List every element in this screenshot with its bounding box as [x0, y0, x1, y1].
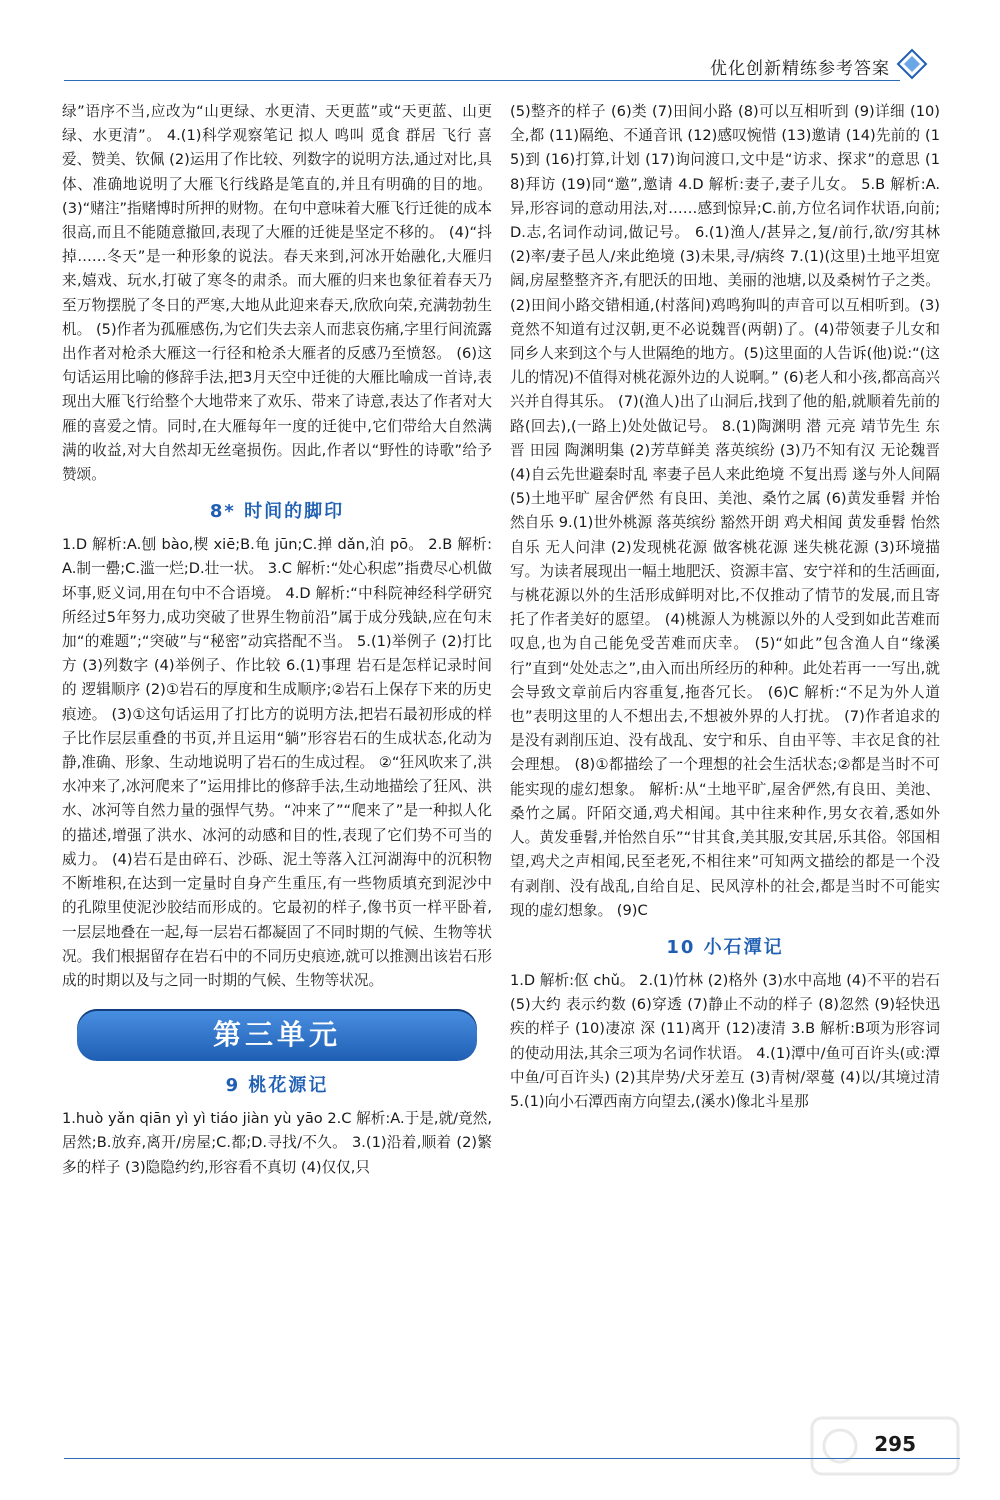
answer-paragraph: 1.huò yǎn qiān yì yì tiáo jiàn yù yāo 2.C 解析:A.于是,就/竟然,居然;B.放弃,离开/房屋;C.都;D.寻找/不久。 3.(1)沿着,顺着 (2)繁多的样子 (3)隐隐约约,形容看不真切 (4)仅仅,只: [62, 1110, 492, 1176]
section-title-8: 8* 时间的脚印: [209, 501, 345, 523]
left-column: [62, 100, 492, 1180]
answer-paragraph: (5)整齐的样子 (6)类 (7)田间小路 (8)可以互相听到 (9)详细 (10)全,都 (11)隔绝、不通音讯 (12)感叹惋惜 (13)邀请 (14)先前的 (15)到 (16)打算,计划 (17)询问渡口,文中是“访求、探求”的意思 (18)拜访 (19)同“邀”,邀请 4.D 解析:妻子,妻子儿女。 5.B 解析:A.异,形容词的意动用法,对……感到惊异;C.前,方位名词作状语,向前;D.志,名词作动词,做记号。 6.(1)渔人/甚异之,复/前行,欲/穷其林 (2)率/妻子邑人/来此绝境 (3)未果,寻/病终 7.(1)(这里)土地平坦宽阔,房屋整整齐齐,有肥沃的田地、美丽的池塘,以及桑树竹子之类。 (2)田间小路交错相通,(村落间)鸡鸣狗叫的声音可以互相听到。(3)竟然不知道有过汉朝,更不必说魏晋(两朝)了。(4)带领妻子儿女和同乡人来到这个与人世隔绝的地方。(5)这里面的人告诉(他)说:“(这儿的情况)不值得对桃花源外边的人说啊。” (6)老人和小孩,都高高兴兴并自得其乐。 (7)(渔人)出了山洞后,找到了他的船,就顺着先前的路(回去),(一路上)处处做记号。 8.(1)陶渊明 潜 元亮 靖节先生 东晋 田园 陶渊明集 (2)芳草鲜美 落英缤纷 (3)乃不知有汉 无论魏晋 (4)自云先世避秦时乱 率妻子邑人来此绝境 不复出焉 遂与外人间隔 (5)土地平旷 屋舍俨然 有良田、美池、桑竹之属 (6)黄发垂髫 并怡然自乐 9.(1)世外桃源 落英缤纷 豁然开朗 鸡犬相闻 黄发垂髫 怡然自乐 无人问津 (2)发现桃花源 做客桃花源 迷失桃花源 (3)环境描写。为读者展现出一幅土地肥沃、资源丰富、安宁祥和的生活画面,与桃花源以外的生活形成鲜明对比,不仅推动了情节的发展,而且寄托了作者美好的愿望。 (4)桃源人为桃源以外的人受到如此苦难而叹息,也为自己能免受苦难而庆幸。 (5)“如此”包含渔人自“缘溪行”直到“处处志之”,由入而出所经历的种种。此处若再一一写出,就会导致文章前后内容重复,拖沓冗长。 (6)C 解析:“不足为外人道也”表明这里的人不想出去,不想被外界的人打扰。 (7)作者追求的是没有剥削压迫、没有战乱、安宁和乐、自由平等、丰衣足食的社会理想。 (8)①都描绘了一个理想的社会生活状态;②都是当时不可能实现的虚幻想象。 解析:从“土地平旷,屋舍俨然,有良田、美池、桑竹之属。阡陌交通,鸡犬相闻。其中往来种作,男女衣着,悉如外人。黄发垂髫,并怡然自乐”“甘其食,美其服,安其居,乐其俗。邻国相望,鸡犬之声相闻,民至老死,不相往来”可知两文描绘的都是一个没有剥削、没有战乱,自给自足、民风淳朴的社会,都是当时不可能实现的虚幻想象。 (9)C: [510, 103, 940, 919]
section-title-10: 10 小石潭记: [666, 936, 784, 958]
section-title-9: 9 桃花源记: [225, 1075, 329, 1097]
answer-paragraph: 1.D 解析:伛 chǔ。 2.(1)竹林 (2)格外 (3)水中高地 (4)不平的岩石 (5)大约 表示约数 (6)穿透 (7)静止不动的样子 (8)忽然 (9)轻快迅疾的样子 (10)凄凉 深 (11)离开 (12)凄清 3.B 解析:B项为形容词的使动用法,其余三项为名词作状语。 4.(1)潭中/鱼可百许头(或:潭中鱼/可百许头) (2)其岸势/犬牙差互 (3)青树/翠蔓 (4)以/其境过清 5.(1)向小石潭西南方向望去,(溪水)像北斗星那: [510, 971, 940, 1110]
answer-paragraph: 绿”语序不当,应改为“山更绿、水更清、天更蓝”或“天更蓝、山更绿、水更清”。 4.(1)科学观察笔记 拟人 鸣叫 觅食 群居 飞行 喜爱、赞美、钦佩 (2)运用了作比较、列数字的说明方法,通过对比,具体、准确地说明了大雁飞行线路是笔直的,并且有明确的目的地。(3)“赌注”指赌博时所押的财物。在句中意味着大雁飞行迁徙的成本很高,而且不能随意撤回,表现了大雁的迁徙是坚定不移的。 (4)“抖掉……冬天”是一种形象的说法。春天来到,河冰开始融化,大雁归来,嬉戏、玩水,打破了寒冬的肃杀。而大雁的归来也象征着春天乃至万物摆脱了冬日的严寒,大地从此迎来春天,欣欣向荣,充满勃勃生机。 (5)作者为孤雁感伤,为它们失去亲人而悲哀伤痛,字里行间流露出作者对枪杀大雁这一行径和枪杀大雁者的反感乃至愤怒。 (6)这句话运用比喻的修辞手法,把3月天空中迁徙的大雁比喻成一首诗,表现出大雁飞行给整个大地带来了欢乐、带来了诗意,表达了作者对大雁的喜爱之情。同时,在大雁每年一度的迁徙中,它们带给大自然满满的收益,对大自然却无丝毫损伤。因此,作者以“野性的诗歌”给予赞颂。: [62, 103, 492, 484]
watermark-logo: [810, 1416, 960, 1476]
header-rule: [64, 80, 900, 81]
logo-icon: [894, 46, 930, 82]
page-number: 295: [874, 1432, 916, 1456]
answer-paragraph: 1.D 解析:A.刨 bào,楔 xiē;B.龟 jūn;C.掸 dǎn,泊 pō。 2.B 解析:A.制一罍;C.滥一烂;D.壮一状。 3.C 解析:“处心积虑”指费尽心机做坏事,贬义词,用在句中不合语境。 4.D 解析:“中科院神经科学研究所经过5年努力,成功突破了世界生物前沿”属于成分残缺,应在句末加“的难题”;“突破”与“秘密”动宾搭配不当。 5.(1)举例子 (2)打比方 (3)列数字 (4)举例子、作比较 6.(1)事理 岩石是怎样记录时间的 逻辑顺序 (2)①岩石的厚度和生成顺序;②岩石上保存下来的历史痕迹。 (3)①这句话运用了打比方的说明方法,把岩石最初形成的样子比作层层重叠的书页,并且运用“躺”形容岩石的生成状态,化动为静,准确、形象、生动地说明了岩石的生成过程。 ②“狂风吹来了,洪水冲来了,冰河爬来了”运用排比的修辞手法,生动地描绘了狂风、洪水、冰河等自然力量的强悍气势。“冲来了”“爬来了”是一种拟人化的描述,增强了洪水、冰河的动感和目的性,表现了它们势不可当的威力。 (4)岩石是由碎石、沙砾、泥土等落入江河湖海中的沉积物不断堆积,在达到一定量时自身产生重压,有一些物质填充到泥沙中的孔隙里使泥沙胶结而形成的。它最初的样子,像书页一样平卧着,一层层地叠在一起,每一层岩石都凝固了不同时期的气候、生物等状况。我们根据留存在岩石中的不同历史痕迹,就可以推测出该岩石形成的时期以及与之同一时期的气候、生物等状况。: [62, 536, 492, 989]
right-column: [510, 100, 940, 1114]
page-header: [64, 42, 960, 82]
unit-banner: 第三单元: [77, 1009, 477, 1061]
header-title: 优化创新精练参考答案: [710, 59, 890, 79]
